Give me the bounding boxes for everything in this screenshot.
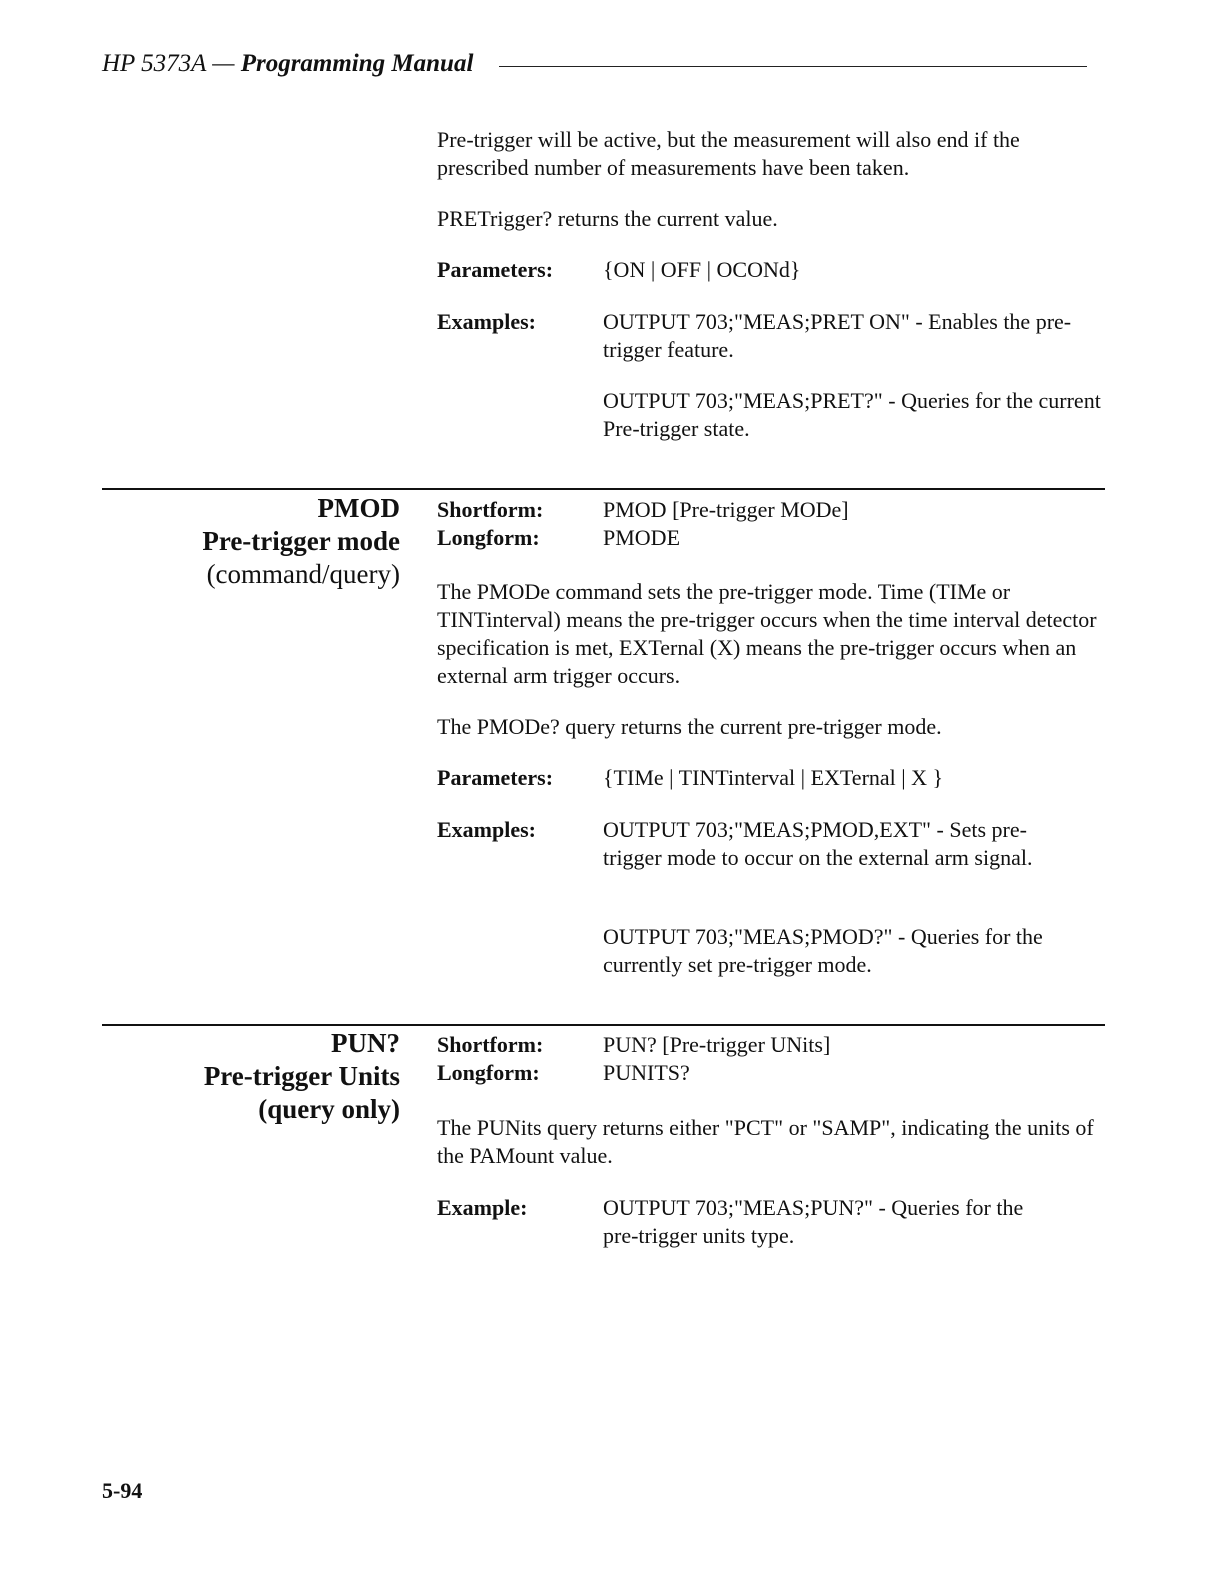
pret-parameters-label: Parameters: xyxy=(437,257,554,282)
header-rule xyxy=(499,66,1087,67)
pun-example-1: OUTPUT 703;"MEAS;PUN?" - Queries for the pre-trigger units type. xyxy=(603,1195,1024,1248)
pret-query-note xyxy=(437,205,1102,233)
pun-command: PUN? xyxy=(331,1028,400,1058)
pret-example-1: OUTPUT 703;"MEAS;PRET ON" - Enables the pre-trigger feature. xyxy=(603,309,1072,362)
pmod-description xyxy=(437,578,1102,690)
pmod-longform-label: Longform: xyxy=(437,525,540,550)
page-number: 5-94 xyxy=(102,1478,143,1503)
pmod-shortform-value: PMOD [Pre-trigger MODe] xyxy=(603,497,849,522)
pmod-description-text: The PMODe command sets the pre-trigger mode. Time (TIMe or TINTinterval) means the pre-trigger occurs when the time interval detector specification is met, EXTernal (X) means the pre-trigger occurs when an external arm trigger occurs. xyxy=(437,579,1097,688)
pmod-section-rule xyxy=(102,488,1105,490)
pmod-query-note-text: The PMODe? query returns the current pre-trigger mode. xyxy=(437,714,942,739)
pmod-parameters-label: Parameters: xyxy=(437,765,554,790)
pret-intro xyxy=(437,126,1102,182)
pmod-example-1: OUTPUT 703;"MEAS;PMOD,EXT" - Sets pre-trigger mode to occur on the external arm signal. xyxy=(603,817,1033,870)
pun-title: Pre-trigger Units xyxy=(203,1061,400,1091)
pret-examples-label: Examples: xyxy=(437,309,536,334)
pun-shortform-value: PUN? [Pre-trigger UNits] xyxy=(603,1032,831,1057)
pmod-command: PMOD xyxy=(317,493,400,523)
header-manual-title: Programming Manual xyxy=(240,50,474,77)
header-separator: — xyxy=(205,50,241,77)
pun-section-rule xyxy=(102,1024,1105,1026)
pun-side-label xyxy=(102,1027,400,1126)
pun-description-text: The PUNits query returns either "PCT" or "SAMP", indicating the units of the PAMount value. xyxy=(437,1115,1094,1168)
pret-parameters-value: {ON | OFF | OCONd} xyxy=(603,257,801,282)
pret-example-2: OUTPUT 703;"MEAS;PRET?" - Queries for the current Pre-trigger state. xyxy=(603,388,1101,441)
header-title xyxy=(102,50,473,78)
pmod-shortform-label: Shortform: xyxy=(437,497,544,522)
pmod-longform-value: PMODE xyxy=(603,525,681,550)
pun-longform-value: PUNITS? xyxy=(603,1060,690,1085)
pun-mode: (query only) xyxy=(258,1094,400,1124)
pret-intro-text: Pre-trigger will be active, but the measurement will also end if the prescribed number of measurements have been taken. xyxy=(437,127,1020,180)
pmod-title: Pre-trigger mode xyxy=(202,526,400,556)
pun-shortform-label: Shortform: xyxy=(437,1032,544,1057)
pmod-side-label xyxy=(102,492,400,591)
pmod-example-2: OUTPUT 703;"MEAS;PMOD?" - Queries for the currently set pre-trigger mode. xyxy=(603,924,1043,977)
pun-longform-label: Longform: xyxy=(437,1060,540,1085)
pun-description xyxy=(437,1114,1102,1170)
page-header xyxy=(102,50,1087,78)
pmod-mode: (command/query) xyxy=(206,559,400,589)
pmod-query-note xyxy=(437,713,1102,741)
pun-example-label: Example: xyxy=(437,1195,528,1220)
header-model: HP 5373A xyxy=(102,50,206,77)
pret-query-note-text: PRETrigger? returns the current value. xyxy=(437,206,778,231)
pmod-examples-label: Examples: xyxy=(437,817,536,842)
pmod-parameters-value: {TIMe | TINTinterval | EXTernal | X } xyxy=(603,765,944,790)
